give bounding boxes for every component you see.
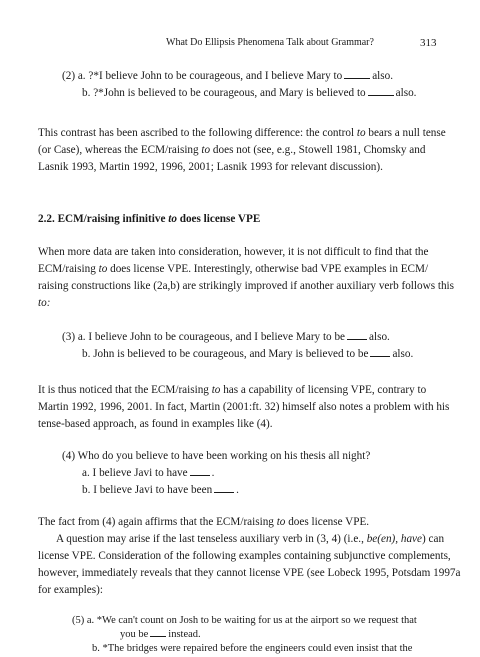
example-5a-text: (5) a. *We can't count on Josh to be waiting for us at the airport so we request that (72, 615, 417, 626)
example-3a-end: also. (369, 331, 390, 343)
example-4a-text: a. I believe Javi to have (82, 467, 188, 479)
example-5a-end: instead. (168, 629, 201, 640)
gap-blank (368, 85, 394, 96)
example-4b-end: . (236, 484, 239, 496)
section-heading (38, 213, 260, 225)
text-run: This contrast has been ascribed to the following difference: the control (38, 127, 355, 139)
text-run: tense-based approach, as found in examples like (4). (38, 418, 273, 430)
example-2a (62, 68, 393, 85)
paragraph-2-line-2 (38, 261, 428, 278)
text-run: however, immediately reveals that they cannot license VPE (see Lobeck 1995, Potsdam 1997a (38, 567, 461, 579)
example-4-text: (4) Who do you believe to have been working on his thesis all night? (62, 450, 371, 462)
gap-blank (370, 346, 390, 357)
text-run: A question may arise if the last tenseless auxiliary verb in (3, 4) (i.e., (56, 533, 364, 545)
text-run: ) can (421, 533, 445, 545)
text-run: bears a null tense (368, 127, 446, 139)
example-3b (82, 346, 413, 363)
example-3a-text: (3) a. I believe John to be courageous, and I believe Mary to be (62, 331, 346, 343)
example-2b-text: b. ?*John is believed to be courageous, and Mary is believed to (82, 87, 366, 99)
paragraph-4-line-2 (56, 531, 444, 548)
paragraph-3-line-1 (38, 382, 426, 399)
section-number: 2.2. (38, 213, 55, 225)
running-head (0, 37, 480, 51)
text-run: (or Case), whereas the ECM/raising (38, 144, 199, 156)
text-run: raising constructions like (2a,b) are strikingly improved if another auxiliary verb follows this (38, 280, 455, 292)
example-4a (82, 465, 214, 482)
gap-blank (214, 482, 234, 493)
paragraph-4-line-1 (38, 514, 369, 531)
running-title: What Do Ellipsis Phenomena Talk about Grammar? (166, 37, 374, 48)
example-2b-end: also. (395, 87, 417, 99)
italic-to: to (98, 263, 108, 275)
gap-blank (190, 465, 210, 476)
gap-blank (344, 68, 370, 79)
example-4b (82, 482, 239, 499)
section-title-italic: to (168, 213, 177, 225)
text-run: for examples): (38, 584, 103, 596)
section-title-part: ECM/raising infinitive (57, 213, 166, 225)
paragraph-4-line-3 (38, 548, 451, 565)
text-run: does license VPE. Interestingly, otherwise bad VPE examples in ECM/ (110, 263, 429, 275)
text-run: has a capability of licensing VPE, contrary to (223, 384, 427, 396)
paragraph-2-line-4 (38, 295, 50, 312)
italic-terms: be(en), have (366, 533, 422, 545)
example-2b (82, 85, 416, 102)
example-2a-end: also. (372, 70, 394, 82)
example-4-question (62, 448, 370, 465)
example-5a-text: you be (120, 629, 149, 640)
text-run: does not (see, e.g., Stowell 1981, Chomsky and (212, 144, 426, 156)
text-run: license VPE. Consideration of the following examples containing subjunctive complements, (38, 550, 451, 562)
section-title-part: does license VPE (179, 213, 261, 225)
paragraph-1-line-1 (38, 125, 446, 142)
gap-blank (347, 329, 367, 340)
gap-blank (150, 626, 166, 637)
example-5b-text: b. *The bridges were repaired before the engineers could even insist that the (92, 643, 413, 654)
example-4b-text: b. I believe Javi to have been (82, 484, 213, 496)
example-5b-line-1 (92, 640, 412, 657)
paragraph-1-line-3 (38, 159, 383, 176)
paragraph-3-line-3 (38, 416, 273, 433)
paragraph-1-line-2 (38, 142, 425, 159)
example-2a-text: (2) a. ?*I believe John to be courageous, and I believe Mary to (62, 70, 343, 82)
example-3a (62, 329, 390, 346)
text-run: Lasnik 1993, Martin 1992, 1996, 2001; Lasnik 1993 for relevant discussion). (38, 161, 383, 173)
text-run: When more data are taken into consideration, however, it is not difficult to find that the (38, 246, 429, 258)
text-run: ECM/raising (38, 263, 96, 275)
paragraph-3-line-2 (38, 399, 449, 416)
italic-to: to (356, 127, 366, 139)
example-3b-text: b. John is believed to be courageous, and Mary is believed to be (82, 348, 369, 360)
text-run: Martin 1992, 1996, 2001. In fact, Martin (2001:ft. 32) himself also notes a problem with his (38, 401, 450, 413)
italic-to: to (201, 144, 211, 156)
paragraph-2-line-3 (38, 278, 454, 295)
italic-to: to (276, 516, 286, 528)
text-run: It is thus noticed that the ECM/raising (38, 384, 209, 396)
example-3b-end: also. (392, 348, 414, 360)
italic-to: to (211, 384, 221, 396)
text-run: The fact from (4) again affirms that the ECM/raising (38, 516, 274, 528)
example-4a-end: . (211, 467, 215, 479)
paragraph-2-line-1 (38, 244, 428, 261)
text-run: does license VPE. (288, 516, 370, 528)
paragraph-4-line-5 (38, 582, 103, 599)
paragraph-4-line-4 (38, 565, 461, 582)
page-number: 313 (420, 37, 437, 49)
italic-to: to: (38, 297, 51, 309)
